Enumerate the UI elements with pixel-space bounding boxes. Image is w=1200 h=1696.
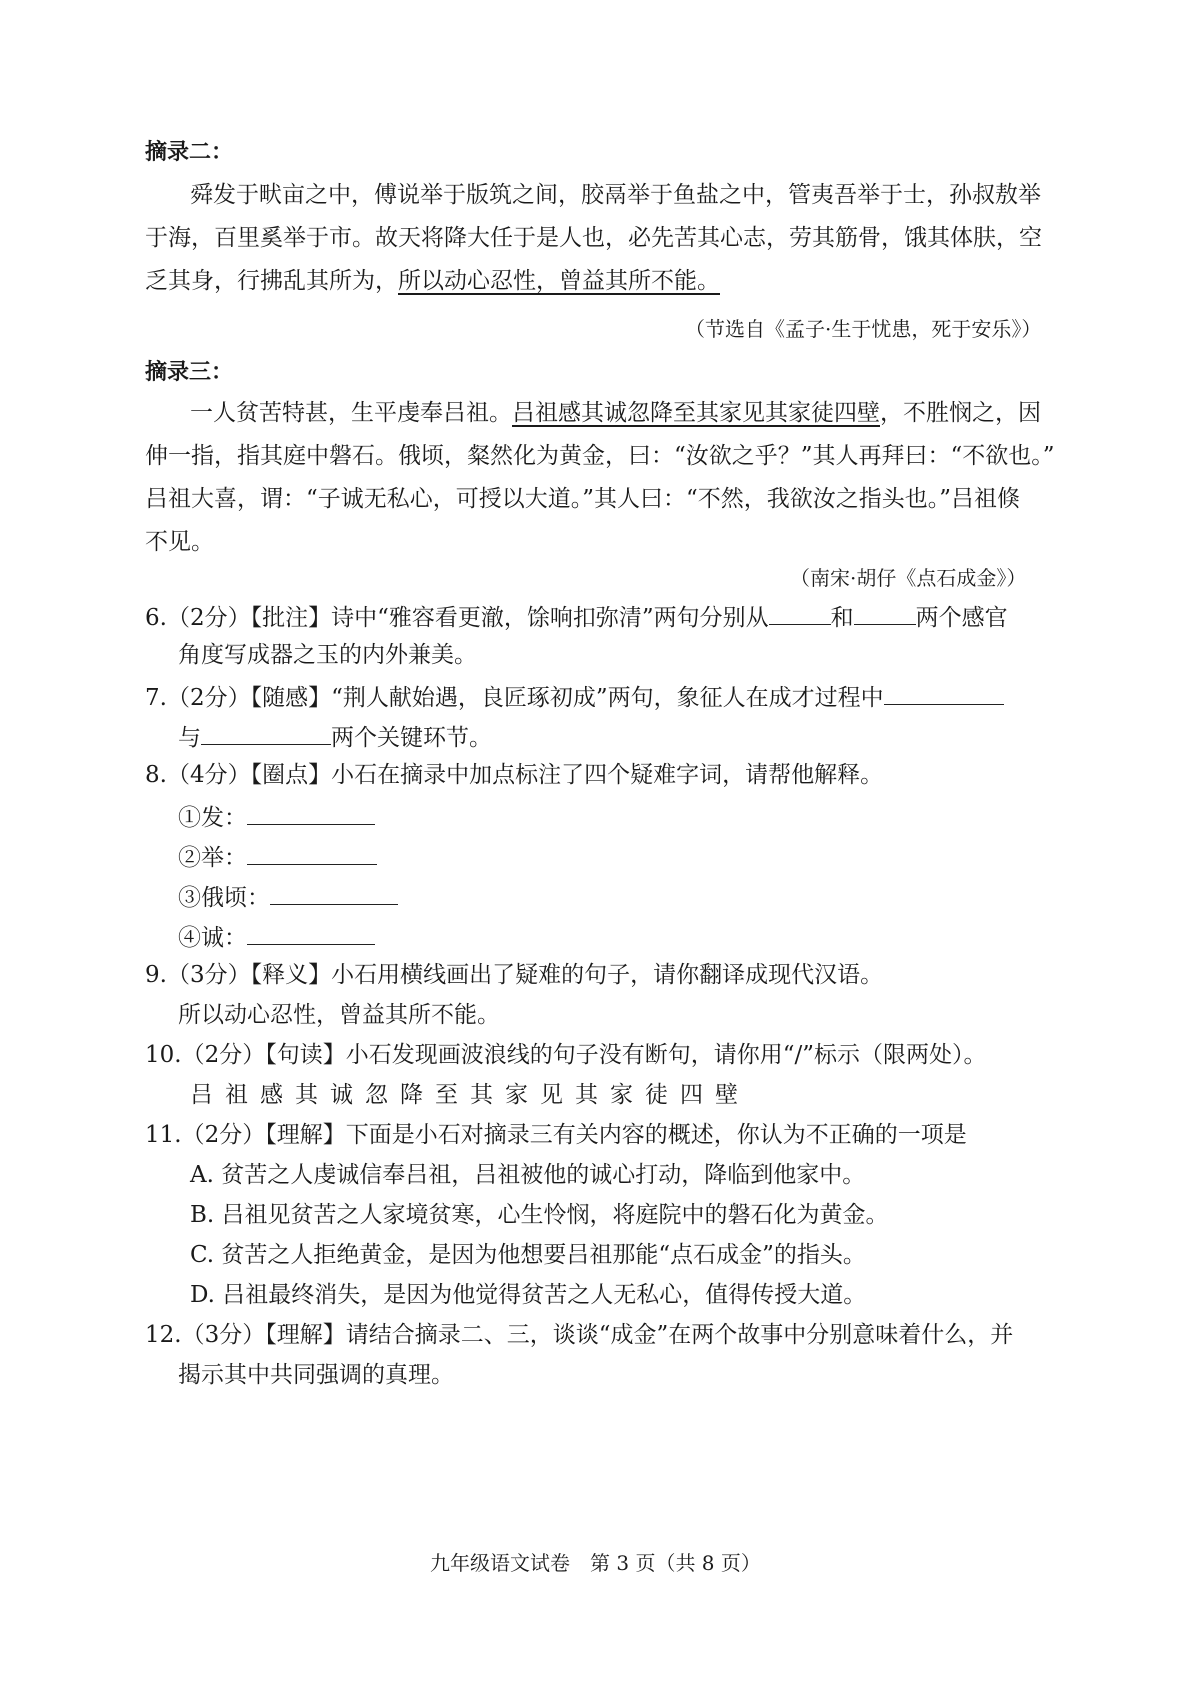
q8-item-1-blank[interactable] bbox=[247, 800, 375, 825]
q9-sentence: 所以动心忍性，曾益其所不能。 bbox=[178, 1002, 500, 1028]
q10-sentence: 吕祖感其诚忽降至其家见其家徒四壁 bbox=[190, 1082, 750, 1108]
excerpt2-line-3 bbox=[145, 266, 720, 296]
q6-stem-b: 和 bbox=[830, 605, 854, 631]
q7-stem: 7.（2分）【随感】“荆人献始遇，良匠琢初成”两句，象征人在成才过程中 bbox=[145, 685, 884, 711]
q6-stem-a: 6.（2分）【批注】诗中“雅容看更澈，馀响扣弥清”两句分别从 bbox=[145, 605, 769, 631]
q8-item-1-label: ①发： bbox=[178, 805, 247, 831]
q7-answer-blank-2[interactable] bbox=[201, 720, 331, 745]
question-6-line-1 bbox=[145, 600, 1008, 633]
excerpt3-line-1-pre: 一人贫苦特甚，生平虔奉吕祖。 bbox=[190, 400, 512, 426]
page-footer: 九年级语文试卷 第 3 页（共 8 页） bbox=[430, 1551, 761, 1575]
excerpt2-line-2: 于海，百里奚举于市。故天将降大任于是人也，必先苦其心志，劳其筋骨，饿其体肤，空 bbox=[145, 225, 1042, 251]
q8-item-1 bbox=[178, 800, 375, 833]
excerpt3-line-2: 伸一指，指其庭中磐石。俄顷，粲然化为黄金，曰：“汝欲之乎？”其人再拜曰：“不欲也。” bbox=[145, 443, 1055, 469]
excerpt3-heading: 摘录三： bbox=[145, 360, 234, 385]
q8-item-4-blank[interactable] bbox=[247, 920, 375, 945]
excerpt3-line-4: 不见。 bbox=[145, 529, 214, 555]
excerpt2-underlined-sentence: 所以动心忍性，曾益其所不能。 bbox=[398, 268, 720, 294]
excerpt3-source: （南宋·胡仔《点石成金》） bbox=[790, 566, 1027, 590]
excerpt2-source: （节选自《孟子·生于忧患，死于安乐》） bbox=[685, 317, 1042, 341]
q11-option-d: D. 吕祖最终消失，是因为他觉得贫苦之人无私心，值得传授大道。 bbox=[190, 1282, 867, 1308]
q6-answer-blank-2[interactable] bbox=[854, 600, 916, 625]
q6-stem-c: 两个感官 bbox=[915, 605, 1008, 631]
excerpt3-line-1 bbox=[190, 398, 1041, 428]
q8-item-4 bbox=[178, 920, 375, 953]
question-12-line-1: 12.（3分）【理解】请结合摘录二、三，谈谈“成金”在两个故事中分别意味着什么，并 bbox=[145, 1322, 1014, 1348]
q7-stem-b: 两个关键环节。 bbox=[331, 725, 492, 751]
q11-option-a: A. 贫苦之人虔诚信奉吕祖，吕祖被他的诚心打动，降临到他家中。 bbox=[190, 1162, 866, 1188]
excerpt3-wavy-sentence: 吕祖感其诚忽降至其家见其家徒四壁 bbox=[512, 400, 880, 426]
question-8-stem: 8.（4分）【圈点】小石在摘录中加点标注了四个疑难字词，请帮他解释。 bbox=[145, 762, 884, 788]
q8-item-3-blank[interactable] bbox=[270, 880, 398, 905]
q7-answer-blank-1[interactable] bbox=[884, 680, 1004, 705]
q6-answer-blank-1[interactable] bbox=[769, 600, 831, 625]
excerpt3-line-1-post: ，不胜悯之，因 bbox=[880, 400, 1041, 426]
question-11-stem: 11.（2分）【理解】下面是小石对摘录三有关内容的概述，你认为不正确的一项是 bbox=[145, 1122, 967, 1148]
question-9-stem: 9.（3分）【释义】小石用横线画出了疑难的句子，请你翻译成现代汉语。 bbox=[145, 962, 884, 988]
excerpt2-heading: 摘录二： bbox=[145, 140, 234, 165]
excerpt2-line-3-text: 乏其身，行拂乱其所为， bbox=[145, 268, 398, 294]
question-7-line-2 bbox=[178, 720, 492, 753]
question-7-line-1 bbox=[145, 680, 1004, 713]
question-10-stem: 10.（2分）【句读】小石发现画波浪线的句子没有断句，请你用“/”标示（限两处）。 bbox=[145, 1042, 987, 1068]
question-6-line-2: 角度写成器之玉的内外兼美。 bbox=[178, 642, 477, 668]
q11-option-b: B. 吕祖见贫苦之人家境贫寒，心生怜悯，将庭院中的磐石化为黄金。 bbox=[190, 1202, 889, 1228]
q8-item-2-blank[interactable] bbox=[247, 840, 377, 865]
q8-item-3-label: ③俄顷： bbox=[178, 885, 270, 911]
q8-item-2-label: ②举： bbox=[178, 845, 247, 871]
q11-option-c: C. 贫苦之人拒绝黄金，是因为他想要吕祖那能“点石成金”的指头。 bbox=[190, 1242, 866, 1268]
q8-item-3 bbox=[178, 880, 398, 913]
excerpt2-line-1: 舜发于畎亩之中，傅说举于版筑之间，胶鬲举于鱼盐之中，管夷吾举于士，孙叔敖举 bbox=[190, 182, 1041, 208]
excerpt3-line-3: 吕祖大喜，谓：“子诚无私心，可授以大道。”其人曰：“不然，我欲汝之指头也。”吕祖倏 bbox=[145, 486, 1021, 512]
q8-item-2 bbox=[178, 840, 377, 873]
q8-item-4-label: ④诚： bbox=[178, 925, 247, 951]
q7-stem-a: 与 bbox=[178, 725, 201, 751]
question-12-line-2: 揭示其中共同强调的真理。 bbox=[178, 1362, 454, 1388]
